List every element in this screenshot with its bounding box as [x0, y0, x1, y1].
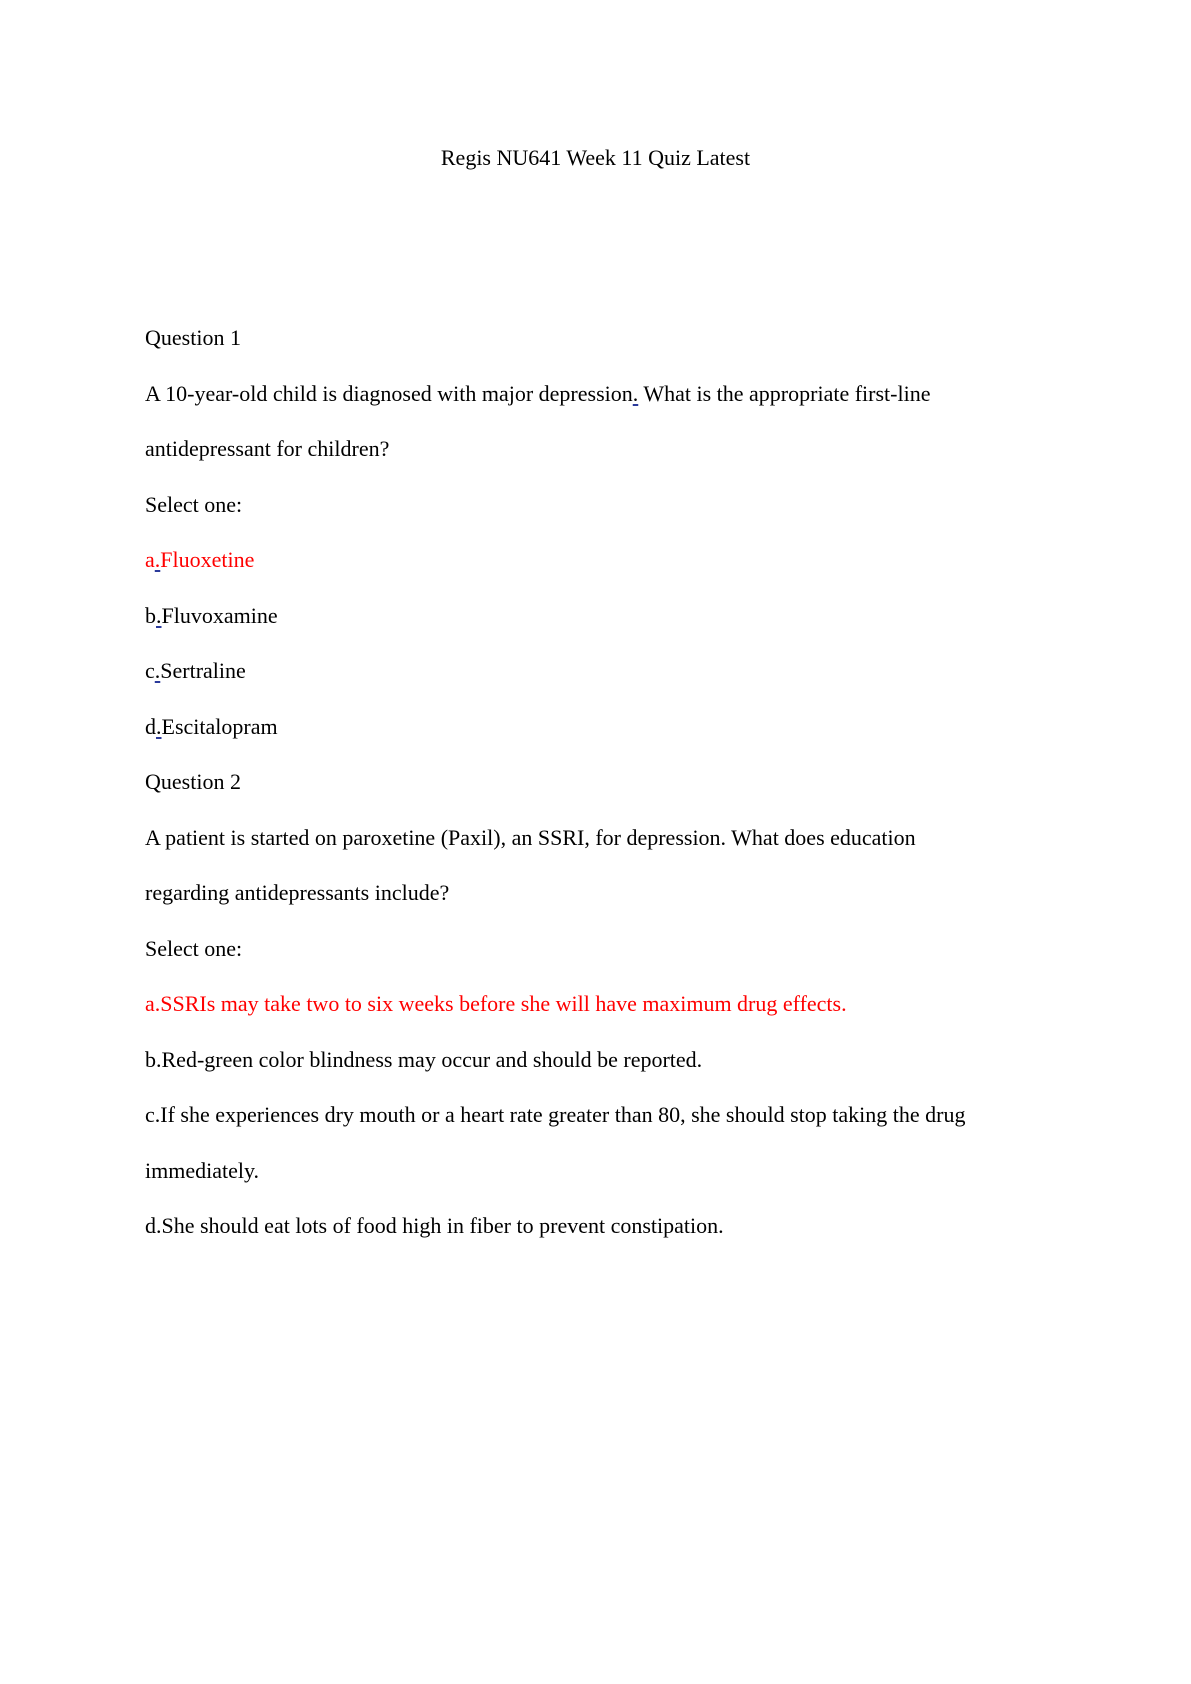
question-1-prompt-line-1	[145, 366, 1065, 422]
option-text: Escitalopram	[161, 713, 278, 739]
document-title: Regis NU641 Week 11 Quiz Latest	[440, 145, 751, 170]
option-letter: c	[145, 658, 155, 683]
question-2-select-label: Select one:	[145, 935, 243, 961]
question-1-prompt-text-b: What is the appropriate first-line	[638, 380, 931, 406]
option-dot: .	[154, 658, 161, 683]
question-2-option-a[interactable]: a.SSRIs may take two to six weeks before she will have maximum drug effects.	[145, 991, 847, 1016]
question-1-prompt-text-a: A 10-year-old child is diagnosed with major depression	[145, 380, 633, 406]
question-1-option-a[interactable]	[145, 532, 1065, 588]
option-text: Sertraline	[160, 658, 246, 683]
question-1-prompt-line-2: antidepressant for children?	[145, 436, 390, 461]
option-text: Fluvoxamine	[161, 602, 278, 628]
document-body	[145, 310, 1065, 1254]
question-1-option-b[interactable]	[145, 588, 1065, 644]
question-1-select-label: Select one:	[145, 491, 243, 517]
option-dot: .	[154, 547, 161, 572]
question-2-prompt-line-2: regarding antidepressants include?	[145, 880, 450, 905]
question-2-heading: Question 2	[145, 769, 241, 794]
option-letter: d	[145, 713, 156, 739]
option-text: Fluoxetine	[160, 547, 255, 572]
question-2-option-b[interactable]: b.Red-green color blindness may occur and should be reported.	[145, 1046, 703, 1072]
option-dot: .	[156, 602, 162, 628]
question-1-heading: Question 1	[145, 325, 241, 350]
question-1-option-d[interactable]	[145, 699, 1065, 755]
question-2-prompt-line-1: A patient is started on paroxetine (Paxil), an SSRI, for depression. What does education	[145, 824, 916, 850]
option-letter: b	[145, 602, 156, 628]
option-letter: a	[145, 547, 155, 572]
question-2-option-c-line-1[interactable]: c.If she experiences dry mouth or a heart rate greater than 80, she should stop taking the drug	[145, 1102, 966, 1127]
question-2-option-d[interactable]: d.She should eat lots of food high in fiber to prevent constipation.	[145, 1213, 724, 1238]
question-2-option-c-line-2[interactable]: immediately.	[145, 1157, 260, 1183]
option-dot: .	[156, 713, 162, 739]
question-1-option-c[interactable]	[145, 643, 1065, 699]
question-1-prompt-dot: .	[632, 380, 639, 406]
